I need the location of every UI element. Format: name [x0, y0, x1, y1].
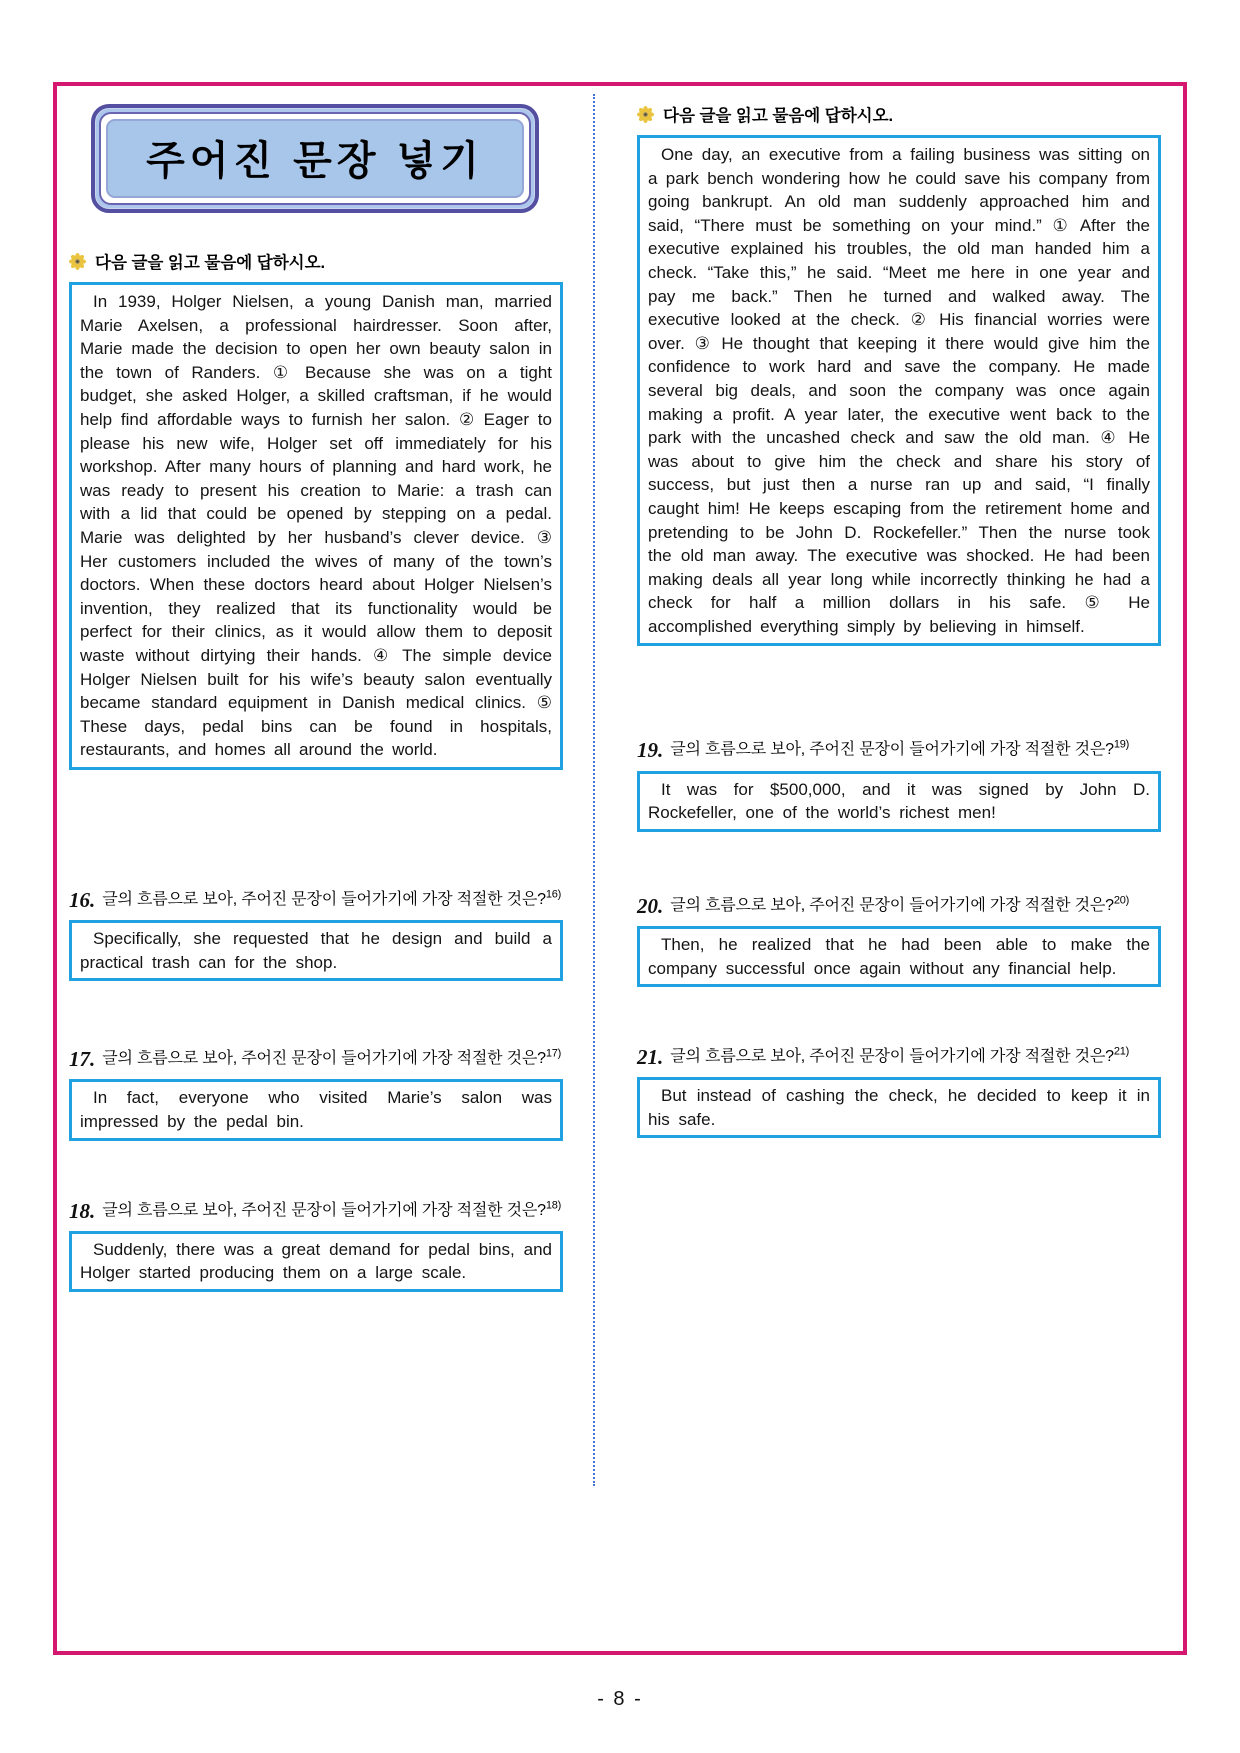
- given-sentence-box-17: [69, 1079, 563, 1140]
- given-sentence-box-18: [69, 1231, 563, 1292]
- page-number: - 8 -: [597, 1688, 643, 1710]
- given-sentence-17: In fact, everyone who visited Marie’s salon was impressed by the pedal bin.: [80, 1088, 552, 1131]
- question-20-header: [637, 894, 1161, 918]
- given-sentence-19: It was for $500,000, and it was signed by John D. Rockefeller, one of the world’s richest men!: [648, 779, 1150, 823]
- question-21-footnote: 21): [1113, 1045, 1130, 1058]
- right-column: [637, 98, 1161, 1651]
- instruction-row-right: [637, 102, 1161, 126]
- question-20: [637, 894, 1161, 987]
- question-21-header: [637, 1045, 1161, 1069]
- question-19-prompt-text: 글의 흐름으로 보아, 주어진 문장이 들어가기에 가장 적절한 것은?: [670, 741, 1114, 759]
- question-18-prompt: [102, 1199, 561, 1223]
- given-sentence-18: Suddenly, there was a great demand for pedal bins, and Holger started producing them on a large scale.: [80, 1239, 552, 1283]
- question-21-prompt: [670, 1045, 1129, 1069]
- section-title: 주어진 문장 넣기: [106, 119, 524, 198]
- passage-text-left: In 1939, Holger Nielsen, a young Danish man, married Marie Axelsen, a professional hairdresser. Soon after, Marie made the decision to open her own beauty salon in the town of Randers. ① Because she was on a tight budget, she asked Holger, a skilled craftsman, if he would help find affordable ways to furnish her salon. ② Eager to please his new wife, Holger set off immediately for his workshop. After many hours of planning and hard work, he was ready to present his creation to Marie: a trash can with a lid that could be opened by stepping on a pedal. Marie was delighted by her husband’s clever device. ③ Her customers included the wives of many of the town’s doctors. When these doctors heard about Holger Nielsen’s invention, they realized that its functionality would be perfect for their clinics, as it would allow them to deposit waste without dirtying their hands. ④ The simple device Holger Nielsen built for his wife’s beauty salon eventually became standard equipment in Danish medical clinics. ⑤ These days, pedal bins can be found in hospitals, restaurants, and homes all around the world.: [80, 292, 552, 760]
- question-17: [69, 1047, 563, 1140]
- given-sentence-20: Then, he realized that he had been able to make the company successful once again without any financial help.: [648, 934, 1150, 978]
- question-18-prompt-text: 글의 흐름으로 보아, 주어진 문장이 들어가기에 가장 적절한 것은?: [102, 1201, 546, 1219]
- question-20-number: 20.: [637, 893, 664, 918]
- passage-box-left: [69, 282, 563, 770]
- passage-text-right: One day, an executive from a failing business was sitting on a park bench wondering how he could save his company from going bankrupt. An old man suddenly approached him and said, “There must be something on your mind.” ① After the executive explained his troubles, the old man handed him a check. “Take this,” he said. “Meet me here in one year and pay me back.” Then he turned and walked away. The executive looked at the check. ② His financial worries were over. ③ He thought that keeping it there would give him the confidence to work hard and save the company. He made several big deals, and soon the company was once again making a profit. A year later, the executive went back to the park with the uncashed check and saw the old man. ④ He was about to give him the check and share his story of success, but just then a nurse ran up and said, “I finally caught him! He keeps escaping from the retirement home and pretending to be John D. Rockefeller.” Then the nurse took the old man away. The executive was shocked. He had been making deals all year long while incorrectly thinking he had a check for half a million dollars in his safe. ⑤ He accomplished everything simply by believing in himself.: [648, 145, 1150, 636]
- given-sentence-box-19: [637, 771, 1161, 832]
- question-18: [69, 1199, 563, 1292]
- given-sentence-box-16: [69, 920, 563, 981]
- question-16-footnote: 16): [545, 888, 562, 901]
- question-19-prompt: [670, 738, 1129, 762]
- question-20-footnote: 20): [1113, 894, 1130, 907]
- question-19-header: [637, 738, 1161, 762]
- given-sentence-box-20: [637, 926, 1161, 987]
- section-title-ring: [99, 112, 531, 205]
- column-divider: [593, 94, 595, 1486]
- question-16-header: [69, 888, 563, 912]
- question-18-number: 18.: [69, 1198, 96, 1223]
- question-21: [637, 1045, 1161, 1138]
- question-19-footnote: 19): [1113, 739, 1130, 752]
- question-16-prompt: [102, 888, 561, 912]
- question-17-prompt: [102, 1047, 561, 1071]
- given-sentence-16: Specifically, she requested that he design and build a practical trash can for the shop.: [80, 929, 552, 972]
- question-18-footnote: 18): [545, 1199, 562, 1212]
- question-21-number: 21.: [637, 1045, 664, 1070]
- passage-box-right: [637, 135, 1161, 646]
- question-16-prompt-text: 글의 흐름으로 보아, 주어진 문장이 들어가기에 가장 적절한 것은?: [102, 890, 546, 908]
- question-17-footnote: 17): [545, 1047, 562, 1060]
- left-column: [69, 98, 563, 1651]
- instruction-row-left: [69, 249, 563, 273]
- instruction-text-left: 다음 글을 읽고 물음에 답하시오.: [95, 254, 326, 272]
- question-18-header: [69, 1199, 563, 1223]
- page-frame: [53, 82, 1187, 1655]
- flower-icon: [637, 106, 654, 123]
- given-sentence-box-21: [637, 1077, 1161, 1138]
- question-17-prompt-text: 글의 흐름으로 보아, 주어진 문장이 들어가기에 가장 적절한 것은?: [102, 1050, 546, 1068]
- instruction-text-right: 다음 글을 읽고 물음에 답하시오.: [663, 107, 894, 125]
- section-title-banner: [91, 104, 539, 213]
- question-20-prompt: [670, 894, 1129, 918]
- given-sentence-21: But instead of cashing the check, he decided to keep it in his safe.: [648, 1086, 1150, 1129]
- question-19: [637, 738, 1161, 831]
- question-20-prompt-text: 글의 흐름으로 보아, 주어진 문장이 들어가기에 가장 적절한 것은?: [670, 896, 1114, 914]
- question-16: [69, 888, 563, 981]
- question-16-number: 16.: [69, 887, 96, 912]
- question-17-header: [69, 1047, 563, 1071]
- flower-icon: [69, 253, 86, 270]
- question-21-prompt-text: 글의 흐름으로 보아, 주어진 문장이 들어가기에 가장 적절한 것은?: [670, 1048, 1114, 1066]
- question-17-number: 17.: [69, 1047, 96, 1072]
- question-19-number: 19.: [637, 738, 664, 763]
